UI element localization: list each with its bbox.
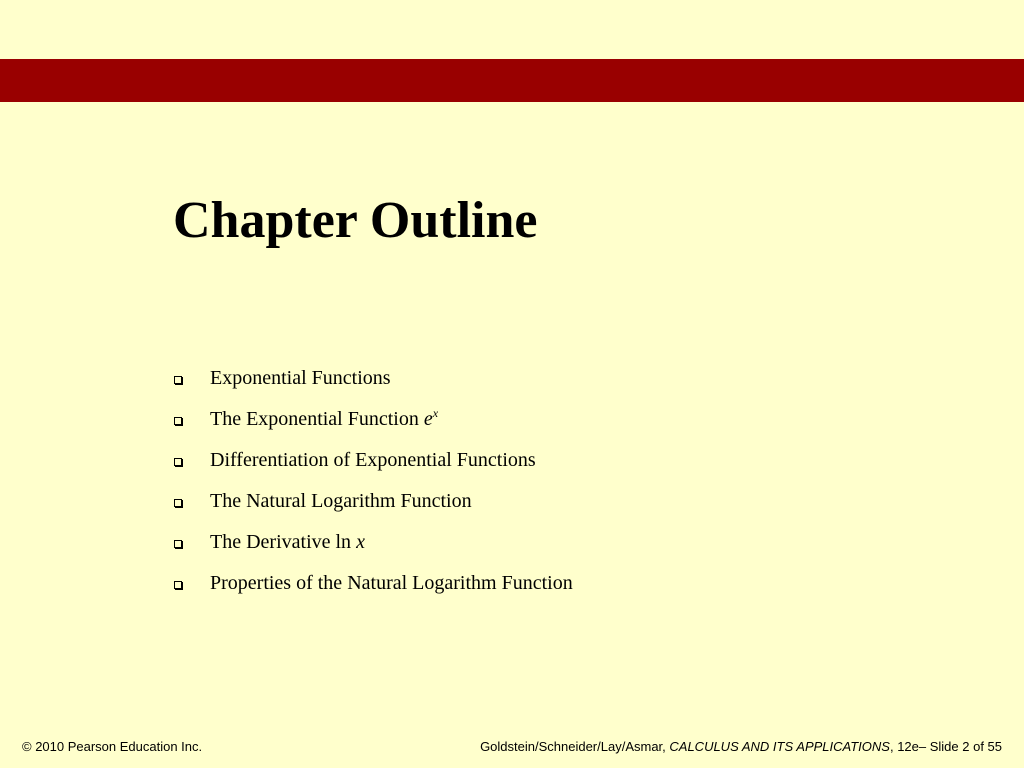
- footer-edition-slide: , 12e– Slide 2 of 55: [889, 739, 1002, 754]
- hollow-square-bullet-icon: [174, 581, 182, 589]
- outline-item-text: Exponential Functions: [210, 367, 391, 389]
- hollow-square-bullet-icon: [174, 417, 182, 425]
- outline-item-text: The Natural Logarithm Function: [210, 490, 472, 512]
- math-superscript-x: x: [432, 406, 439, 420]
- outline-item-derivative-ln-x: [172, 527, 573, 568]
- hollow-square-bullet-icon: [174, 540, 182, 548]
- outline-item-text: The Exponential Function: [210, 408, 424, 430]
- math-variable-x: x: [356, 531, 365, 553]
- header-accent-band: [0, 59, 1024, 102]
- outline-item-text: Differentiation of Exponential Functions: [210, 449, 536, 471]
- outline-item-text: Properties of the Natural Logarithm Function: [210, 572, 573, 594]
- hollow-square-bullet-icon: [174, 499, 182, 507]
- hollow-square-bullet-icon: [174, 376, 182, 384]
- footer-citation: [480, 738, 1002, 756]
- chapter-outline-list: [172, 363, 573, 609]
- outline-item-natural-logarithm: [172, 486, 573, 527]
- footer-copyright: © 2010 Pearson Education Inc.: [22, 739, 203, 754]
- footer-book-title: CALCULUS AND ITS APPLICATIONS: [669, 739, 890, 754]
- slide-title: Chapter Outline: [173, 192, 538, 249]
- outline-item-properties-ln: [172, 568, 573, 609]
- hollow-square-bullet-icon: [174, 458, 182, 466]
- outline-item-text: The Derivative ln: [210, 531, 357, 553]
- footer-authors: Goldstein/Schneider/Lay/Asmar,: [480, 739, 670, 754]
- outline-item-exponential-functions: [172, 363, 573, 404]
- math-variable-e: e: [423, 408, 433, 430]
- outline-item-differentiation: [172, 445, 573, 486]
- outline-item-exponential-function-ex: [172, 404, 573, 445]
